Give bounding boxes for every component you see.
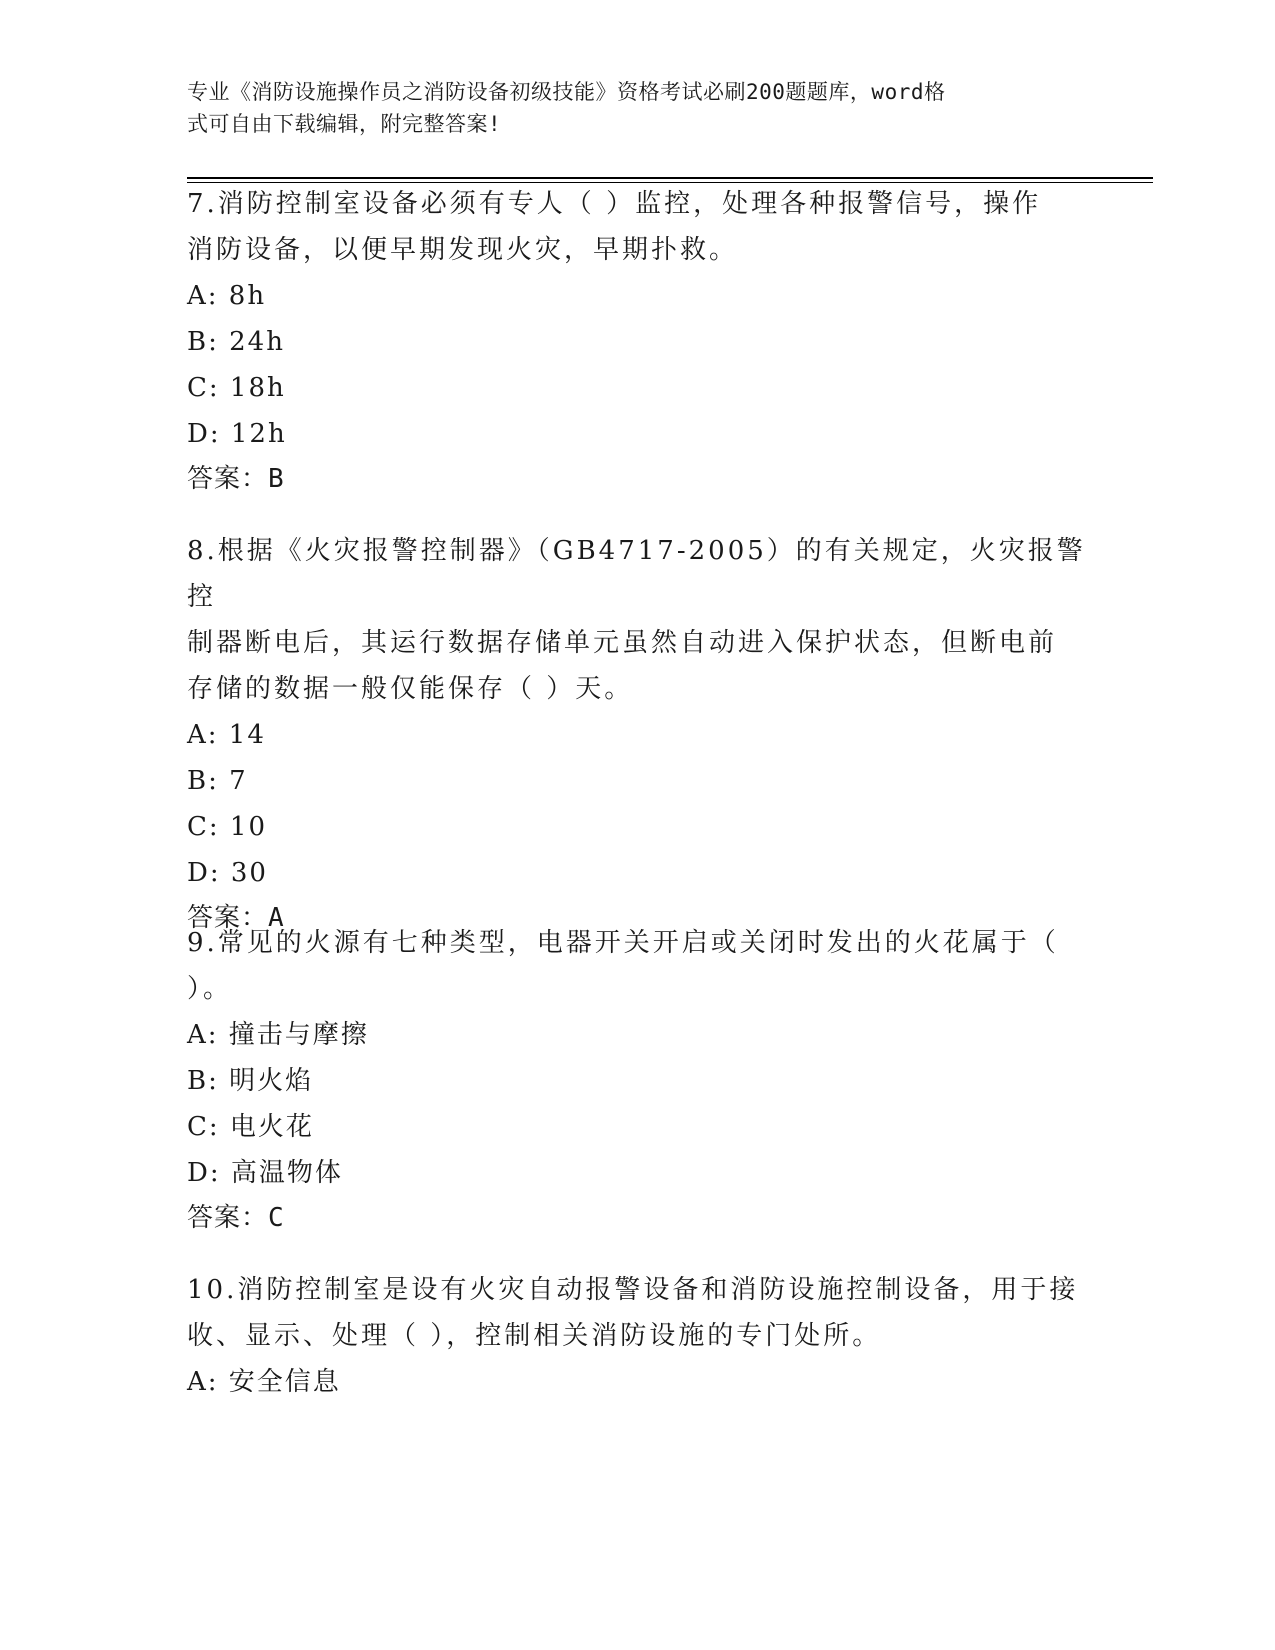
question-8: [187, 528, 1087, 940]
question-7: [187, 181, 1087, 501]
answer-label: 答案：: [187, 903, 269, 933]
option-a: A: 撞击与摩擦: [187, 1020, 369, 1050]
option-b: B: 7: [187, 766, 248, 796]
header-line-1: 专业《消防设施操作员之消防设备初级技能》资格考试必刷200题题库，word格: [187, 80, 946, 104]
question-stem-line: 制器断电后，其运行数据存储单元虽然自动进入保护状态，但断电前: [187, 628, 1058, 658]
header-line-2: 式可自由下载编辑，附完整答案!: [187, 112, 502, 136]
question-stem-line: 9.常见的火源有七种类型，电器开关开启或关闭时发出的火花属于（: [187, 928, 1059, 958]
question-10: [187, 1267, 1087, 1405]
option-b: B: 24h: [187, 327, 285, 357]
option-a: A: 14: [187, 720, 266, 750]
question-stem-line: ）。: [187, 974, 233, 1004]
option-c: C: 18h: [187, 373, 286, 403]
option-d: D: 30: [187, 858, 268, 888]
answer-line: [187, 457, 1087, 501]
header-divider-thick: [187, 177, 1153, 179]
question-stem-line: 消防设备，以便早期发现火灾，早期扑救。: [187, 235, 739, 265]
question-stem-line: 7.消防控制室设备必须有专人（ ）监控，处理各种报警信号，操作: [187, 189, 1042, 219]
answer-value: C: [268, 1203, 285, 1233]
option-a: A: 8h: [187, 281, 267, 311]
answer-value: B: [268, 464, 285, 494]
question-stem-line: 10.消防控制室是设有火灾自动报警设备和消防设施控制设备，用于接: [187, 1275, 1079, 1305]
document-header: [187, 76, 1067, 140]
question-9: [187, 920, 1087, 1240]
option-a: A: 安全信息: [187, 1367, 341, 1397]
answer-label: 答案：: [187, 464, 269, 494]
answer-value: A: [268, 903, 285, 933]
option-d: D: 12h: [187, 419, 287, 449]
answer-label: 答案：: [187, 1203, 269, 1233]
option-c: C: 电火花: [187, 1112, 314, 1142]
option-d: D: 高温物体: [187, 1158, 343, 1188]
question-stem-line: 存储的数据一般仅能保存（ ）天。: [187, 674, 634, 704]
question-stem-line: 8.根据《火灾报警控制器》（GB4717-2005）的有关规定，火灾报警控: [187, 536, 1086, 612]
option-c: C: 10: [187, 812, 268, 842]
answer-line: [187, 1196, 1087, 1240]
option-b: B: 明火焰: [187, 1066, 314, 1096]
question-stem-line: 收、显示、处理（ ），控制相关消防设施的专门处所。: [187, 1321, 882, 1351]
